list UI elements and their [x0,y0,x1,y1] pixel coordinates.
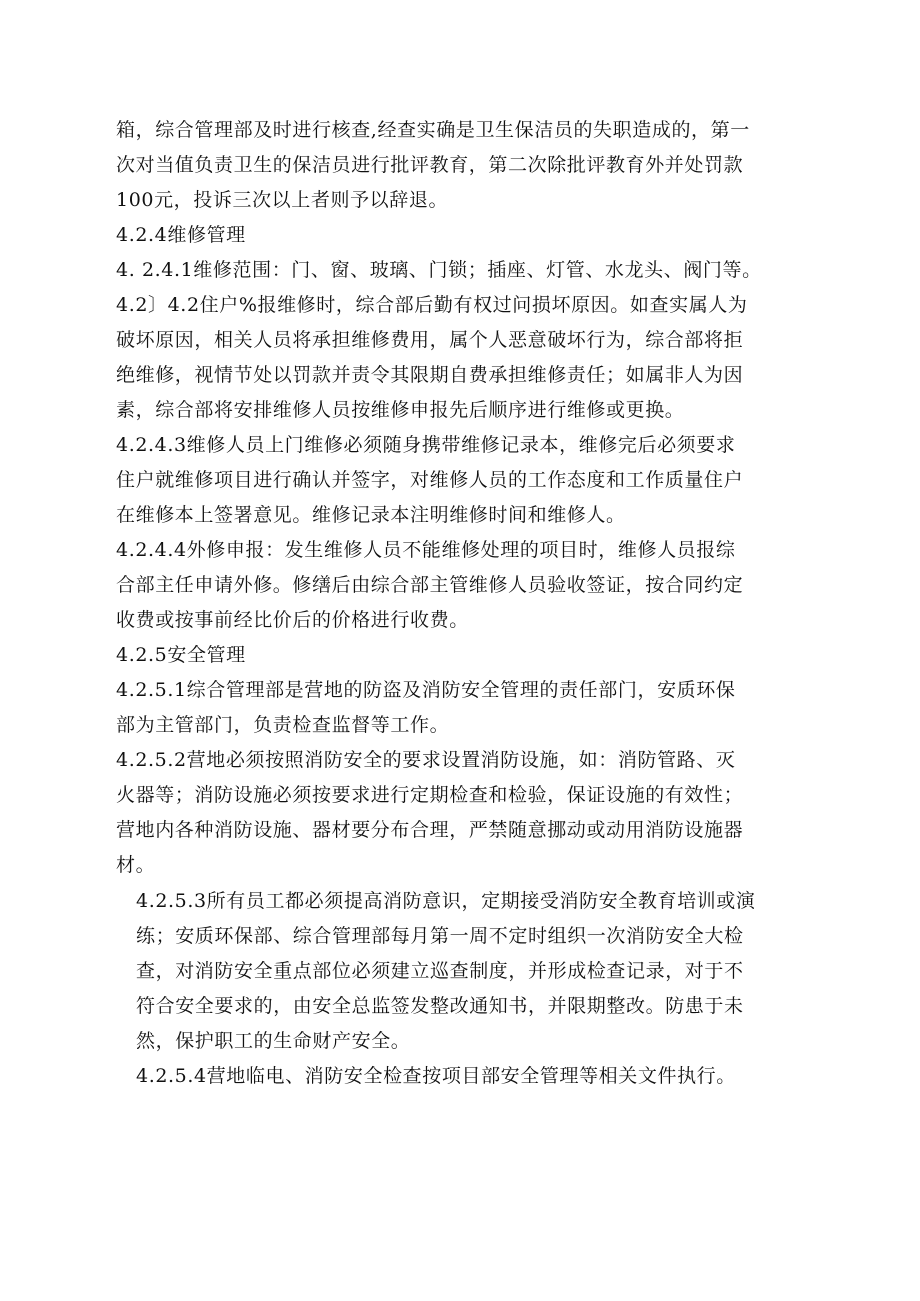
text-line: 绝维修，视情节处以罚款并责令其限期自费承担维修责任；如属非人为因 [116,364,744,386]
text-line: 4.2.4.4外修申报：发生维修人员不能维修处理的项目时，维修人员报综 [116,539,736,561]
section-heading: 4.2.5安全管理 [116,644,246,666]
text-line: 次对当值负责卫生的保洁员进行批评教育，第二次除批评教育外并处罚款 [116,154,744,176]
text-line: 4.2〕4.2住户%报维修时，综合部后勤有权过问损坏原因。如查实属人为 [116,294,748,316]
text-line: 4.2.5.2营地必须按照消防安全的要求设置消防设施，如：消防管路、灭 [116,749,736,771]
text-line: 在维修本上签署意见。维修记录本注明维修时间和维修人。 [116,504,626,526]
text-line: 住户就维修项目进行确认并签字，对维修人员的工作态度和工作质量住户 [116,469,744,491]
text-line: 查，对消防安全重点部位必须建立巡查制度，并形成检查记录，对于不 [136,960,744,982]
text-line: 火器等；消防设施必须按要求进行定期检查和检验，保证设施的有效性； [116,784,744,806]
text-line: 收费或按事前经比价后的价格进行收费。 [116,609,469,631]
text-line: 4.2.4.3维修人员上门维修必须随身携带维修记录本，维修完后必须要求 [116,434,736,456]
text-line: 素，综合部将安排维修人员按维修申报先后顺序进行维修或更换。 [116,399,685,421]
text-line: 练；安质环保部、综合管理部每月第一周不定时组织一次消防安全大检 [136,925,744,947]
text-line: 合部主任申请外修。修缮后由综合部主管维修人员验收签证，按合同约定 [116,574,744,596]
text-line: 4.2.5.4营地临电、消防安全检查按项目部安全管理等相关文件执行。 [136,1065,736,1087]
text-line: 然，保护职工的生命财产安全。 [136,1030,411,1052]
text-line: 4.2.5.3所有员工都必须提高消防意识，定期接受消防安全教育培训或演 [136,890,756,912]
text-line: 箱，综合管理部及时进行核查,经查实确是卫生保洁员的失职造成的，第一 [116,119,750,141]
text-line: 营地内各种消防设施、器材要分布合理，严禁随意挪动或动用消防设施器 [116,819,744,841]
text-line: 4.2.5.1综合管理部是营地的防盗及消防安全管理的责任部门，安质环保 [116,679,736,701]
text-line: 符合安全要求的，由安全总监签发整改通知书，并限期整改。防患于未 [136,995,744,1017]
text-line: 4. 2.4.1维修范围：门、窗、玻璃、门锁；插座、灯管、水龙头、阀门等。 [116,259,762,281]
text-line: 材。 [116,854,156,876]
text-line: 破坏原因，相关人员将承担维修费用，属个人恶意破坏行为，综合部将拒 [116,329,744,351]
section-heading: 4.2.4维修管理 [116,224,246,246]
text-line: 部为主管部门，负责检查监督等工作。 [116,714,450,736]
text-line: 100元，投诉三次以上者则予以辞退。 [116,189,449,211]
